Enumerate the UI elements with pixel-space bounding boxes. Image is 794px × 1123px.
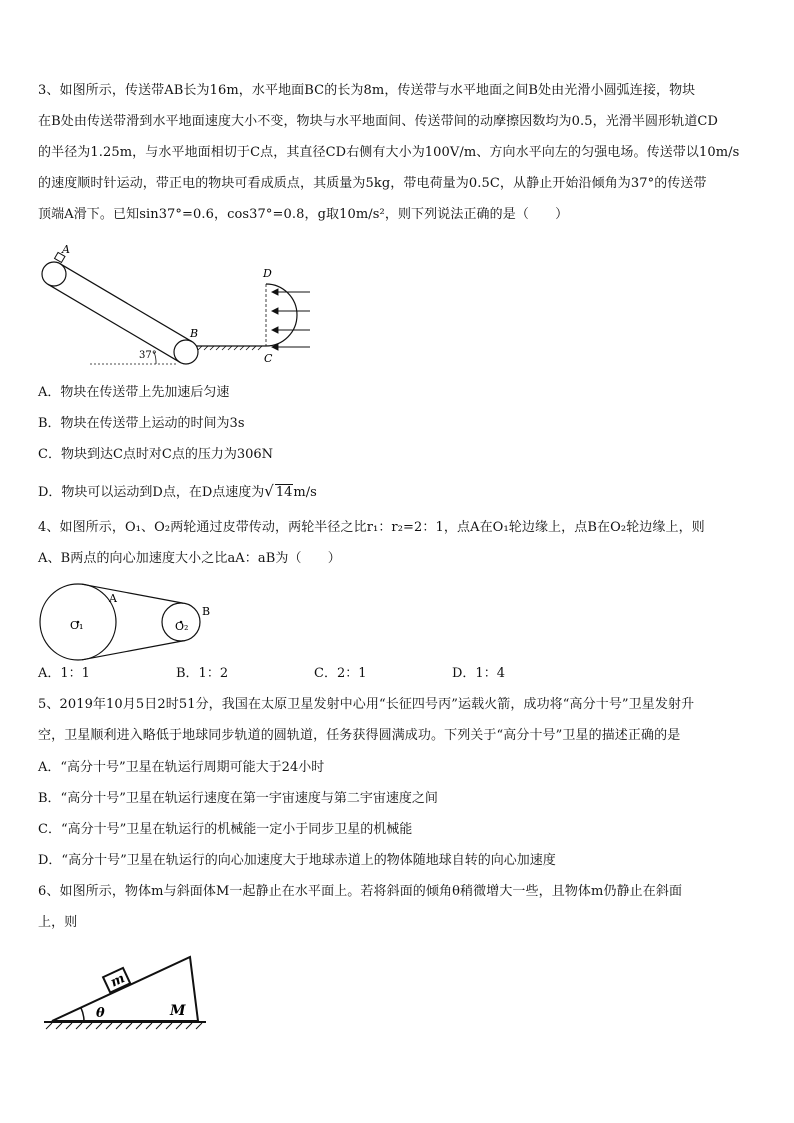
- q3-option-b[interactable]: B．物块在传送带上运动的时间为3s: [38, 416, 245, 431]
- q3-line-3: 的半径为1.25m，与水平地面相切于C点，其直径CD右侧有大小为100V/m、方向水平向左的匀强电场。传送带以10m/s: [38, 145, 740, 160]
- q3-option-d-suffix: m/s: [293, 485, 317, 500]
- q6-line-1: 6、如图所示，物体m与斜面体M一起静止在水平面上。若将斜面的倾角θ稍微增大一些，且物体m仍静止在斜面: [38, 884, 683, 899]
- q5-option-a[interactable]: A．“高分十号”卫星在轨运行周期可能大于24小时: [38, 760, 325, 775]
- q6-line-2: 上，则: [38, 915, 78, 930]
- q3-option-d[interactable]: [38, 482, 317, 502]
- label-c: C: [264, 352, 273, 365]
- label-a: A: [109, 592, 117, 605]
- q3-line-4: 的速度顺时针运动，带正电的物块可看成质点，其质量为5kg，带电荷量为0.5C，从静止开始沿倾角为37°的传送带: [38, 176, 707, 191]
- q4-line-1: 4、如图所示，O₁、O₂两轮通过皮带传动，两轮半径之比r₁：r₂=2：1，点A在O₁轮边缘上，点B在O₂轮边缘上，则: [38, 520, 705, 535]
- q3-conveyor-figure: [38, 240, 328, 370]
- q3-line-2: 在B处由传送带滑到水平地面速度大小不变，物块与水平地面间、传送带间的动摩擦因数均为0.5，光滑半圆形轨道CD: [38, 114, 718, 129]
- label-b: B: [190, 327, 199, 340]
- label-theta: θ: [96, 1006, 105, 1021]
- label-m: m: [108, 971, 128, 991]
- label-b: B: [202, 605, 211, 618]
- q3-option-c[interactable]: C．物块到达C点时对C点的压力为306N: [38, 447, 274, 462]
- q5-option-c[interactable]: C．“高分十号”卫星在轨运行的机械能一定小于同步卫星的机械能: [38, 822, 413, 837]
- block-m: [103, 968, 130, 993]
- sqrt-sign: √: [264, 482, 274, 500]
- q5-option-b[interactable]: B．“高分十号”卫星在轨运行速度在第一宇宙速度与第二宇宙速度之间: [38, 791, 438, 806]
- electric-field-arrows: [272, 289, 310, 350]
- label-o2: O₂: [175, 620, 189, 633]
- q5-option-d[interactable]: D．“高分十号”卫星在轨运行的向心加速度大于地球赤道上的物体随地球自转的向心加速度: [38, 853, 556, 868]
- q3-option-a[interactable]: A．物块在传送带上先加速后匀速: [38, 385, 230, 400]
- q5-line-2: 空，卫星顺利进入略低于地球同步轨道的圆轨道，任务获得圆满成功。下列关于“高分十号”卫星的描述正确的是: [38, 728, 681, 743]
- label-a: A: [62, 243, 70, 256]
- label-d: D: [263, 267, 272, 280]
- q3-option-d-prefix: D．物块可以运动到D点，在D点速度为: [38, 485, 265, 500]
- q4-option-a[interactable]: A．1：1: [38, 666, 90, 681]
- q4-line-2: A、B两点的向心加速度大小之比aA：aB为（ ）: [38, 551, 341, 566]
- q4-option-b[interactable]: B．1：2: [176, 666, 229, 681]
- label-angle: 37°: [139, 350, 157, 361]
- q5-line-1: 5、2019年10月5日2时51分，我国在太原卫星发射中心用“长征四号丙”运载火箭，成功将“高分十号”卫星发射升: [38, 697, 695, 712]
- conveyor-belt: [42, 262, 198, 364]
- semicircle-track: [266, 284, 297, 346]
- q3-option-d-radicand: 14: [275, 485, 293, 500]
- q6-incline-figure: [40, 945, 210, 1035]
- q4-option-c[interactable]: C．2：1: [314, 666, 367, 681]
- label-big-m: M: [170, 1003, 186, 1019]
- q3-line-1: 3、如图所示，传送带AB长为16m，水平地面BC的长为8m，传送带与水平地面之间B处由光滑小圆弧连接，物块: [38, 83, 696, 98]
- q3-line-5: 顶端A滑下。已知sin37°=0.6，cos37°=0.8，g取10m/s²，则下列说法正确的是（ ）: [38, 207, 569, 222]
- belt-bottom: [82, 641, 183, 660]
- q4-pulley-figure: [36, 578, 226, 668]
- label-o1: O₁: [70, 619, 84, 632]
- belt-top: [82, 584, 183, 603]
- q4-option-d[interactable]: D．1：4: [452, 666, 505, 681]
